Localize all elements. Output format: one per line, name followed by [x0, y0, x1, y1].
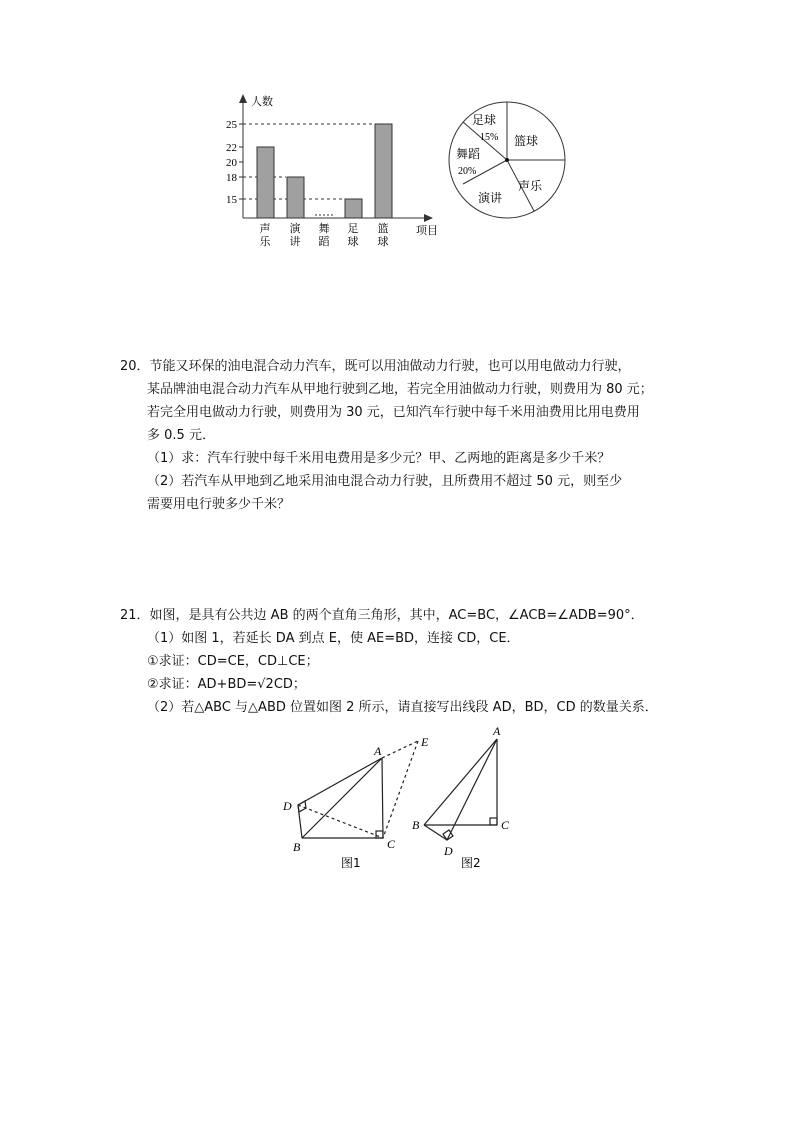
pie-label-yanjiang: 演讲	[478, 191, 503, 205]
x-tick-labels	[260, 221, 389, 248]
pie-chart	[444, 100, 570, 222]
q20-line-7: 需要用电行驶多少千米？	[147, 497, 291, 512]
fig2-caption: 图2	[461, 856, 481, 870]
pie-label-wudao-pct: 20%	[458, 166, 477, 177]
y-tick-22	[226, 142, 243, 154]
x-tick-wudao: 舞蹈	[318, 222, 330, 248]
question-20	[120, 355, 720, 516]
y-tick-15	[226, 194, 345, 206]
svg-text:22: 22	[226, 142, 237, 154]
fig2-label-B: B	[412, 818, 420, 832]
fig1-label-B: B	[293, 840, 301, 854]
question-21	[120, 604, 740, 719]
bar-lanqiu	[375, 124, 392, 218]
bar-yanjiang	[287, 177, 304, 218]
x-axis-arrow	[424, 214, 433, 222]
y-axis-arrow	[239, 94, 247, 103]
bar-chart	[215, 88, 445, 253]
y-axis-label: 人数	[251, 95, 273, 108]
pie-label-wudao: 舞蹈	[456, 147, 481, 161]
y-tick-20	[226, 157, 243, 169]
q20-line-3: 若完全用电做动力行驶，则费用为 30 元，已知汽车行驶中每千米用油费用比用电费用	[147, 405, 640, 420]
q20-line-2: 某品牌油电混合动力汽车从甲地行驶到乙地，若完全用油做动力行驶，则费用为 80 元；	[147, 382, 653, 397]
pie-label-zuqiu: 足球	[472, 113, 497, 127]
pie-label-lanqiu: 篮球	[514, 134, 539, 148]
pie-center	[505, 158, 509, 162]
y-tick-18	[226, 172, 286, 184]
fig1-label-E: E	[421, 735, 429, 749]
x-tick-lanqiu: 篮球	[377, 222, 389, 248]
fig1-label-A: A	[374, 744, 382, 758]
x-tick-zuqiu: 足球	[347, 222, 359, 248]
bar-shengyue	[257, 147, 274, 218]
x-axis-label: 项目	[416, 224, 438, 237]
svg-text:25: 25	[226, 119, 237, 131]
q20-line-1: 20．节能又环保的油电混合动力汽车，既可以用油做动力行驶，也可以用电做动力行驶，	[120, 359, 631, 374]
fig2-label-D: D	[444, 844, 453, 858]
q21-proof-1: ①求证：CD=CE，CD⊥CE；	[147, 654, 319, 669]
q20-line-4: 多 0.5 元．	[147, 428, 215, 443]
q21-line-1: 21．如图，是具有公共边 AB 的两个直角三角形，其中，AC=BC，∠ACB=∠ADB=90°．	[120, 608, 644, 623]
y-tick-25	[226, 119, 375, 131]
fig1-label-C: C	[387, 837, 396, 851]
figure-2	[424, 739, 497, 840]
x-tick-yanjiang: 演讲	[289, 222, 301, 248]
q20-part-2: （2）若汽车从甲地到乙地采用油电混合动力行驶，且所费用不超过 50 元，则至少	[147, 474, 623, 489]
figure-1	[298, 741, 418, 838]
q21-part-2: （2）若△ABC 与△ABD 位置如图 2 所示，请直接写出线段 AD，BD，CD 的数量关系．	[147, 700, 658, 715]
x-tick-shengyue: 声乐	[259, 222, 271, 248]
svg-text:15: 15	[226, 194, 237, 206]
fig2-label-C: C	[501, 818, 510, 832]
fig1-caption: 图1	[341, 856, 361, 870]
q21-part-1: （1）如图 1，若延长 DA 到点 E，使 AE=BD，连接 CD，CE．	[147, 631, 520, 646]
q21-proof-2: ②求证：AD+BD=√2CD；	[147, 677, 306, 692]
pie-label-zuqiu-pct: 15%	[480, 132, 499, 143]
q20-part-1: （1）求：汽车行驶中每千米用电费用是多少元？甲、乙两地的距离是多少千米？	[147, 451, 611, 466]
fig2-label-A: A	[493, 724, 501, 738]
geometry-figures	[275, 722, 535, 877]
pie-label-shengyue: 声乐	[518, 179, 543, 193]
fig1-label-D: D	[283, 799, 292, 813]
svg-text:18: 18	[226, 172, 237, 184]
bar-zuqiu	[345, 199, 362, 218]
svg-text:20: 20	[226, 157, 237, 169]
